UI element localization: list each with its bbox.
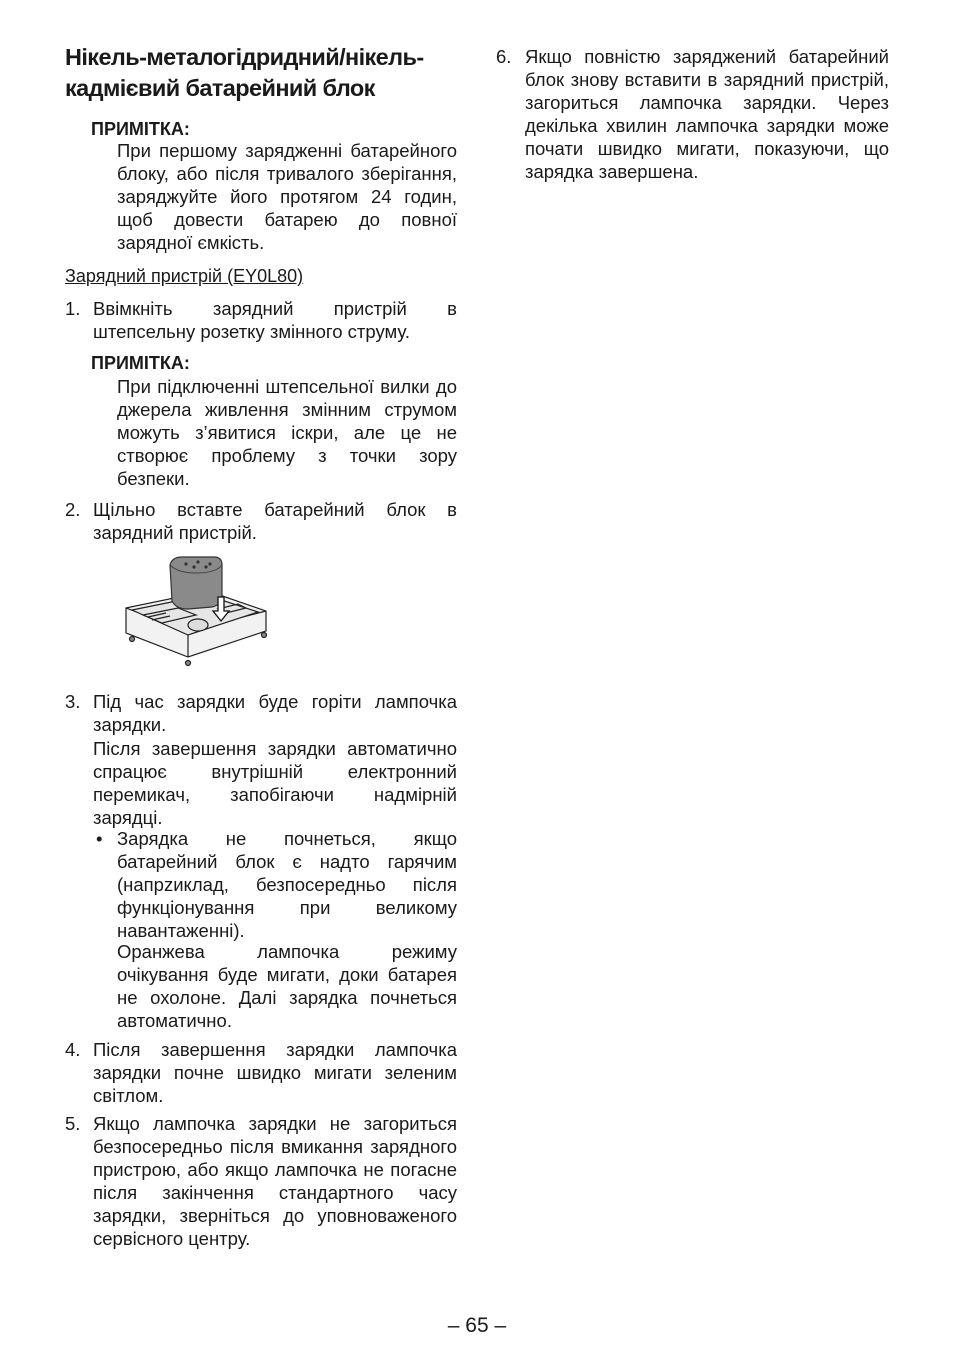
step-3-extra-text: Після завершення зарядки автоматично спрацює внутрішній електронний перемикач, запобігаючи надмірній зарядці. bbox=[93, 738, 457, 828]
page-number: – 65 – bbox=[447, 1314, 507, 1337]
step-6-text: Якщо повністю заряджений батарейний блок знову вставити в зарядний пристрій, загориться лампочка зарядки. Через декілька хвилин лампочка зарядки може почати швидко мигати, показуючи, що зарядка завершена. bbox=[525, 46, 889, 182]
step-3-number: 3. bbox=[65, 691, 81, 712]
step-4-number: 4. bbox=[65, 1039, 81, 1060]
step-1-text: Ввімкніть зарядний пристрій в штепсельну розетку змінного струму. bbox=[93, 298, 457, 342]
note-text-2: При підключенні штепсельної вилки до джерела живлення змінним струмом можуть з’явитися іскри, але це не створює проблему з точки зору безпеки. bbox=[117, 376, 457, 489]
step-2-number: 2. bbox=[65, 499, 81, 520]
note-text-1: При першому зарядженні батарейного блоку, або після тривалого зберігання, заряджуйте його протягом 24 годин, щоб довести батарею до повної зарядної ємкість. bbox=[117, 140, 457, 253]
step-5-text: Якщо лампочка зарядки не загориться безпосередньо після вмикання зарядного пристрою, або якщо лампочка не погасне після закінчення стандартного часу зарядки, зверніться до уповноваженого сервісного центру. bbox=[93, 1113, 457, 1249]
step-6-number: 6. bbox=[496, 46, 512, 67]
step-2-text: Щільно вставте батарейний блок в зарядний пристрій. bbox=[93, 499, 457, 543]
bullet-extra-text: Оранжева лампочка режиму очікування буде мигати, доки батарея не охолоне. Далі зарядка почнеться автоматично. bbox=[117, 941, 457, 1031]
bullet-marker: • bbox=[96, 828, 103, 849]
charger-illustration bbox=[118, 553, 273, 673]
note-label-1: ПРИМІТКА: bbox=[91, 119, 190, 139]
step-4-text: Після завершення зарядки лампочка зарядки почне швидко мигати зеленим світлом. bbox=[93, 1039, 457, 1106]
step-5-number: 5. bbox=[65, 1113, 81, 1134]
charger-heading: Зарядний пристрій (EY0L80) bbox=[65, 266, 304, 286]
bullet-text: Зарядка не почнеться, якщо батарейний блок є надто гарячим (напрzиклад, безпосередньо після функціонування при великому навантаженні). bbox=[117, 828, 457, 941]
note-label-2: ПРИМІТКА: bbox=[91, 353, 190, 373]
step-1-number: 1. bbox=[65, 298, 81, 319]
step-3-text: Під час зарядки буде горіти лампочка зарядки. bbox=[93, 691, 457, 735]
page-title: Нікель-металогідридний/нікель-кадмієвий батарейний блок bbox=[65, 44, 424, 101]
